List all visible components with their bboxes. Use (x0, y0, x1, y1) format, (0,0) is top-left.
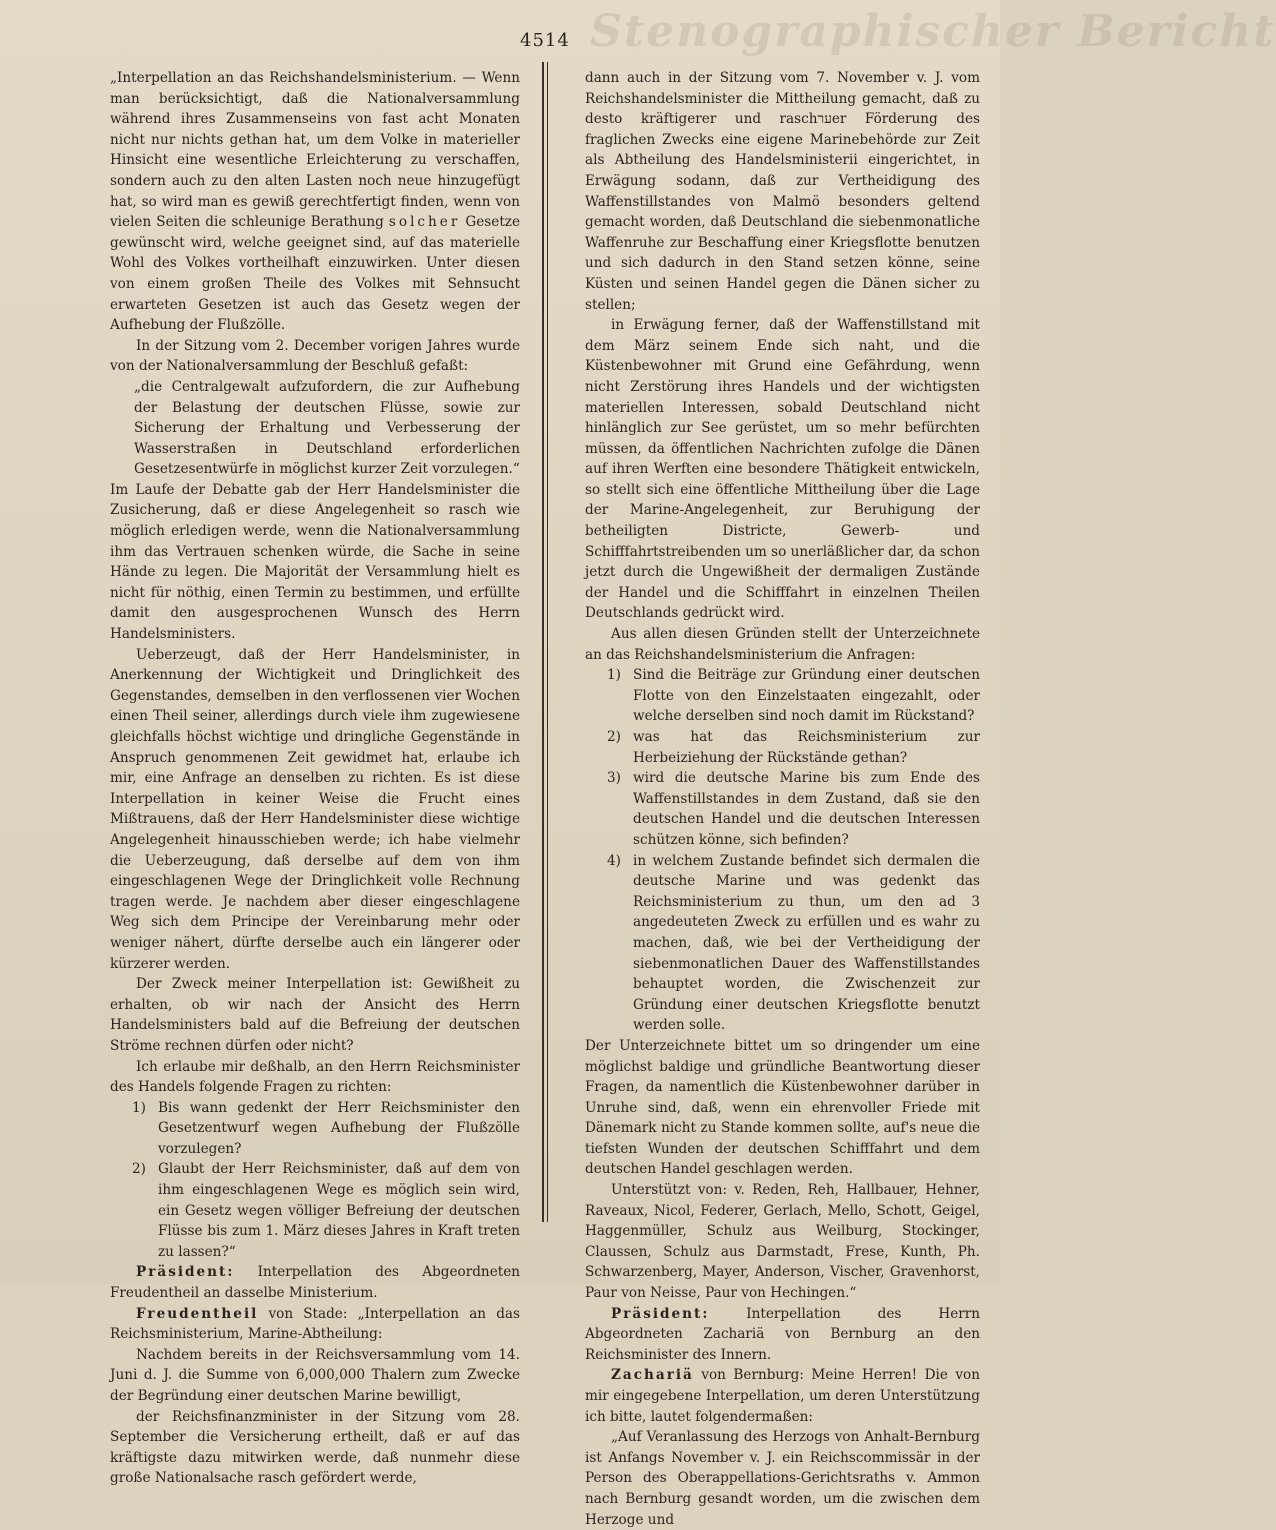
paragraph: der Reichsfinanzminister in der Sitzung vom 28. September die Versicherung ertheilt, daß er auf das kräftigste dazu mitwirken werde, daß nunmehr diese große Nationalsache rasch gefördert werde, (110, 1408, 520, 1487)
paragraph: Der Unterzeichnete bittet um so dringender um eine möglichst baldige und gründliche Beantwortung dieser Fragen, da namentlich die Küstenbewohner darüber in Unruhe sind, daß, wenn ein ehrenvoller Friede mit Dänemark nicht zu Stande kommen sollte, auf's neue die tiefsten Wunden der deutschen Schifffahrt und dem deutschen Handel geschlagen werden. (585, 1037, 980, 1178)
paragraph: Aus allen diesen Gründen stellt der Unterzeichnete an das Reichshandelsministerium die Anfragen: (585, 626, 980, 663)
paragraph: Der Zweck meiner Interpellation ist: Gewißheit zu erhalten, ob wir nach der Ansicht des Herrn Handelsministers bald auf die Befreiung der deutschen Ströme rechnen dürfen oder nicht? (110, 976, 520, 1054)
question-item: 2) Glaubt der Herr Reichsminister, daß auf dem von ihm eingeschlagenen Wege es möglich sein wird, ein Gesetz wegen völliger Befreiung der deutschen Flüsse bis zum 1. März dieses Jahres in Kraft treten zu lassen?“ (132, 1161, 520, 1260)
question-item: 4) in welchem Zustande befindet sich dermalen die deutsche Marine und was gedenkt das Reichsministerium zu thun, um den ad 3 angedeuteten Zweck zu erfüllen und es wahr zu machen, daß, wie bei der Vertheidigung der siebenmonatlichen Dauer des Waffenstillstandes behauptet worden, die Zwischenzeit zur Gründung einer deutschen Kriegsflotte benutzt werden solle. (607, 852, 980, 1034)
speaker-paragraph: Freudentheil von Stade: „Interpellation an das Reichsministerium, Marine-Abtheilung: (110, 1305, 520, 1343)
paragraph: In der Sitzung vom 2. December vorigen Jahres wurde von der Nationalversammlung der Beschluß gefaßt: (110, 337, 520, 375)
question-item: 2) was hat das Reichsministerium zur Herbeiziehung der Rückstände gethan? (607, 729, 980, 766)
paragraph: in Erwägung ferner, daß der Waffenstillstand mit dem März seinem Ende sich naht, und die Küstenbewohner mit Grund eine Gefährdung, wenn nicht Zerstörung ihres Handels und der wichtigsten materiellen Interessen, sobald Deutschland nicht hinlänglich zur See gerüstet, um so mehr befürchten müssen, da öffentlichen Nachrichten zufolge die Dänen auf ihren Werften eine besondere Thätigkeit entwickeln, so stellt sich eine öffentliche Mittheilung über die Lage der Marine-Angelegenheit, zur Beruhigung der betheiligten Districte, Gewerb- und Schifffahrtstreibenden um so unerläßlicher dar, da schon jetzt durch die Ungewißheit der dermaligen Zustände der Handel und die Schifffahrt in einzelnen Theilen Deutschlands gedrückt wird. (585, 317, 981, 622)
speaker-name: Freudentheil (136, 1305, 259, 1322)
paragraph: Ueberzeugt, daß der Herr Handelsminister, in Anerkennung der Wichtigkeit und Dringlichkeit des Gegenstandes, demselben in den verflossenen vier Wochen einen Theil seiner, allerdings durch viele ihm zugewiesene gleichfalls höchst wichtige und dringliche Gegenstände in Anspruch genommenen Zeit gewidmet hat, erlaube ich mir, eine Anfrage an denselben zu richten. Es ist diese Interpellation in keiner Weise die Frucht eines Mißtrauens, daß der Herr Handelsminister diese wichtige Angelegenheit hinausschieben werde; ich habe vielmehr die Ueberzeugung, daß derselbe auf dem von ihm eingeschlagenen Wege der Dringlichkeit volle Rechnung tragen werde. Je nachdem aber dieser eingeschlagene Weg sich dem Principe der Vereinbarung mehr oder weniger nähert, dürfte derselbe auch ein längerer oder kürzerer werden. (110, 646, 520, 972)
quoted-resolution: „die Centralgewalt aufzufordern, die zur Aufhebung der Belastung der deutschen Flüsse, sowie zur Sicherung der Erhaltung und Verbesserung der Wasserstraßen in Deutschland erforderlichen Gesetzesentwürfe in möglichst kurzer Zeit vorzulegen.“ (134, 378, 520, 478)
right-column (585, 68, 981, 1528)
left-column (110, 68, 520, 1487)
paragraph: Ich erlaube mir deßhalb, an den Herrn Reichsminister des Handels folgende Fragen zu richten: (110, 1058, 520, 1096)
speaker-name: Präsident: (611, 1305, 710, 1322)
paragraph: Im Laufe der Debatte gab der Herr Handelsminister die Zusicherung, daß er diese Angelegenheit so rasch wie möglich erledigen werde, wenn die Nationalversammlung ihm das Vertrauen schenken würde, die Sache in seine Hände zu legen. Die Majorität der Versammlung hielt es nicht für nöthig, einen Termin zu bestimmen, und erfüllte damit den ausgesprochenen Wunsch des Herrn Handelsministers. (110, 481, 520, 643)
supporters-list: Unterstützt von: v. Reden, Reh, Hallbauer, Hehner, Raveaux, Nicol, Federer, Gerlach, Mello, Schott, Geigel, Haggenmüller, Schulz aus Weilburg, Stockinger, Claussen, Schulz aus Darmstadt, Frese, Kunth, Ph. Schwarzenberg, Mayer, Anderson, Vischer, Gravenhorst, Paur von Neisse, Paur von Hechingen.“ (585, 1182, 980, 1302)
question-item: 3) wird die deutsche Marine bis zum Ende des Waffenstillstandes in dem Zustand, daß sie den deutschen Handel und die deutschen Interessen schützen könne, sich befinden? (607, 770, 980, 848)
paragraph: Nachdem bereits in der Reichsversammlung vom 14. Juni d. J. die Summe von 6,000,000 Thalern zum Zwecke der Begründung einer deutschen Marine bewilligt, (110, 1346, 520, 1404)
page-number: 4514 (520, 30, 570, 51)
question-item: 1) Bis wann gedenkt der Herr Reichsminister den Gesetzentwurf wegen Aufhebung der Flußzölle vorzulegen? (132, 1099, 520, 1157)
speaker-name: Zachariä (611, 1367, 694, 1384)
speaker-paragraph: Präsident: Interpellation des Herrn Abgeordneten Zachariä von Bernburg an den Reichsminister des Innern. (585, 1305, 980, 1363)
speaker-paragraph: Zachariä von Bernburg: Meine Herren! Die von mir eingegebene Interpellation, um deren Unterstützung ich bitte, lautet folgendermaßen: (585, 1367, 980, 1425)
interpellation-paragraph: „Interpellation an das Reichshandelsministerium. — Wenn man berücksichtigt, daß die Nationalversammlung während ihres Zusammenseins von fast acht Monaten nicht nur nichts gethan hat, um dem Volke in materieller Hinsicht eine wesentliche Erleichterung zu verschaffen, sondern auch zu den alten Lasten noch neue hinzugefügt hat, so wird man es gewiß gerechtfertigt finden, wenn von vielen Seiten die schleunige Berathung solcher Gesetze gewünscht wird, welche geeignet sind, auf das materielle Wohl des Volkes vortheilhaft einzuwirken. Unter diesen von einem großen Theile des Volkes mit Sehnsucht erwarteten Gesetzen ist auch das Gesetz wegen der Aufhebung der Flußzölle. (110, 70, 520, 334)
paragraph: dann auch in der Sitzung vom 7. November v. J. vom Reichshandelsminister die Mittheilung gemacht, daß zu desto kräftigerer und raschערer Förderung des fraglichen Zwecks eine eigene Marinebehörde zur Zeit als Abtheilung des Handelsministerii eingerichtet, in Erwägung sodann, daß zur Vertheidigung des Waffenstillstandes von Malmö besonders geltend gemacht worden, daß Deutschland die siebenmonatliche Waffenruhe zur Beschaffung einer Kriegsflotte benutzen und sich dadurch in den Stand setzen könne, seine Küsten und seinen Handel gegen die Dänen sicher zu stellen; (585, 70, 980, 313)
bleed-through-header: Stenographischer Bericht (590, 6, 1276, 57)
paragraph: „Auf Veranlassung des Herzogs von Anhalt-Bernburg ist Anfangs November v. J. ein Reichscommissär in der Person des Oberappellations-Gerichtsraths v. Ammon nach Bernburg gesandt worden, um die zwischen dem Herzoge und (585, 1429, 980, 1528)
speaker-name: Präsident: (136, 1264, 235, 1281)
speaker-paragraph: Präsident: Interpellation des Abgeordneten Freudentheil an dasselbe Ministerium. (110, 1264, 520, 1302)
question-item: 1) Sind die Beiträge zur Gründung einer deutschen Flotte von den Einzelstaaten eingezahlt, oder welche derselben sind noch damit im Rückstand? (607, 667, 980, 725)
column-divider (542, 62, 544, 1222)
